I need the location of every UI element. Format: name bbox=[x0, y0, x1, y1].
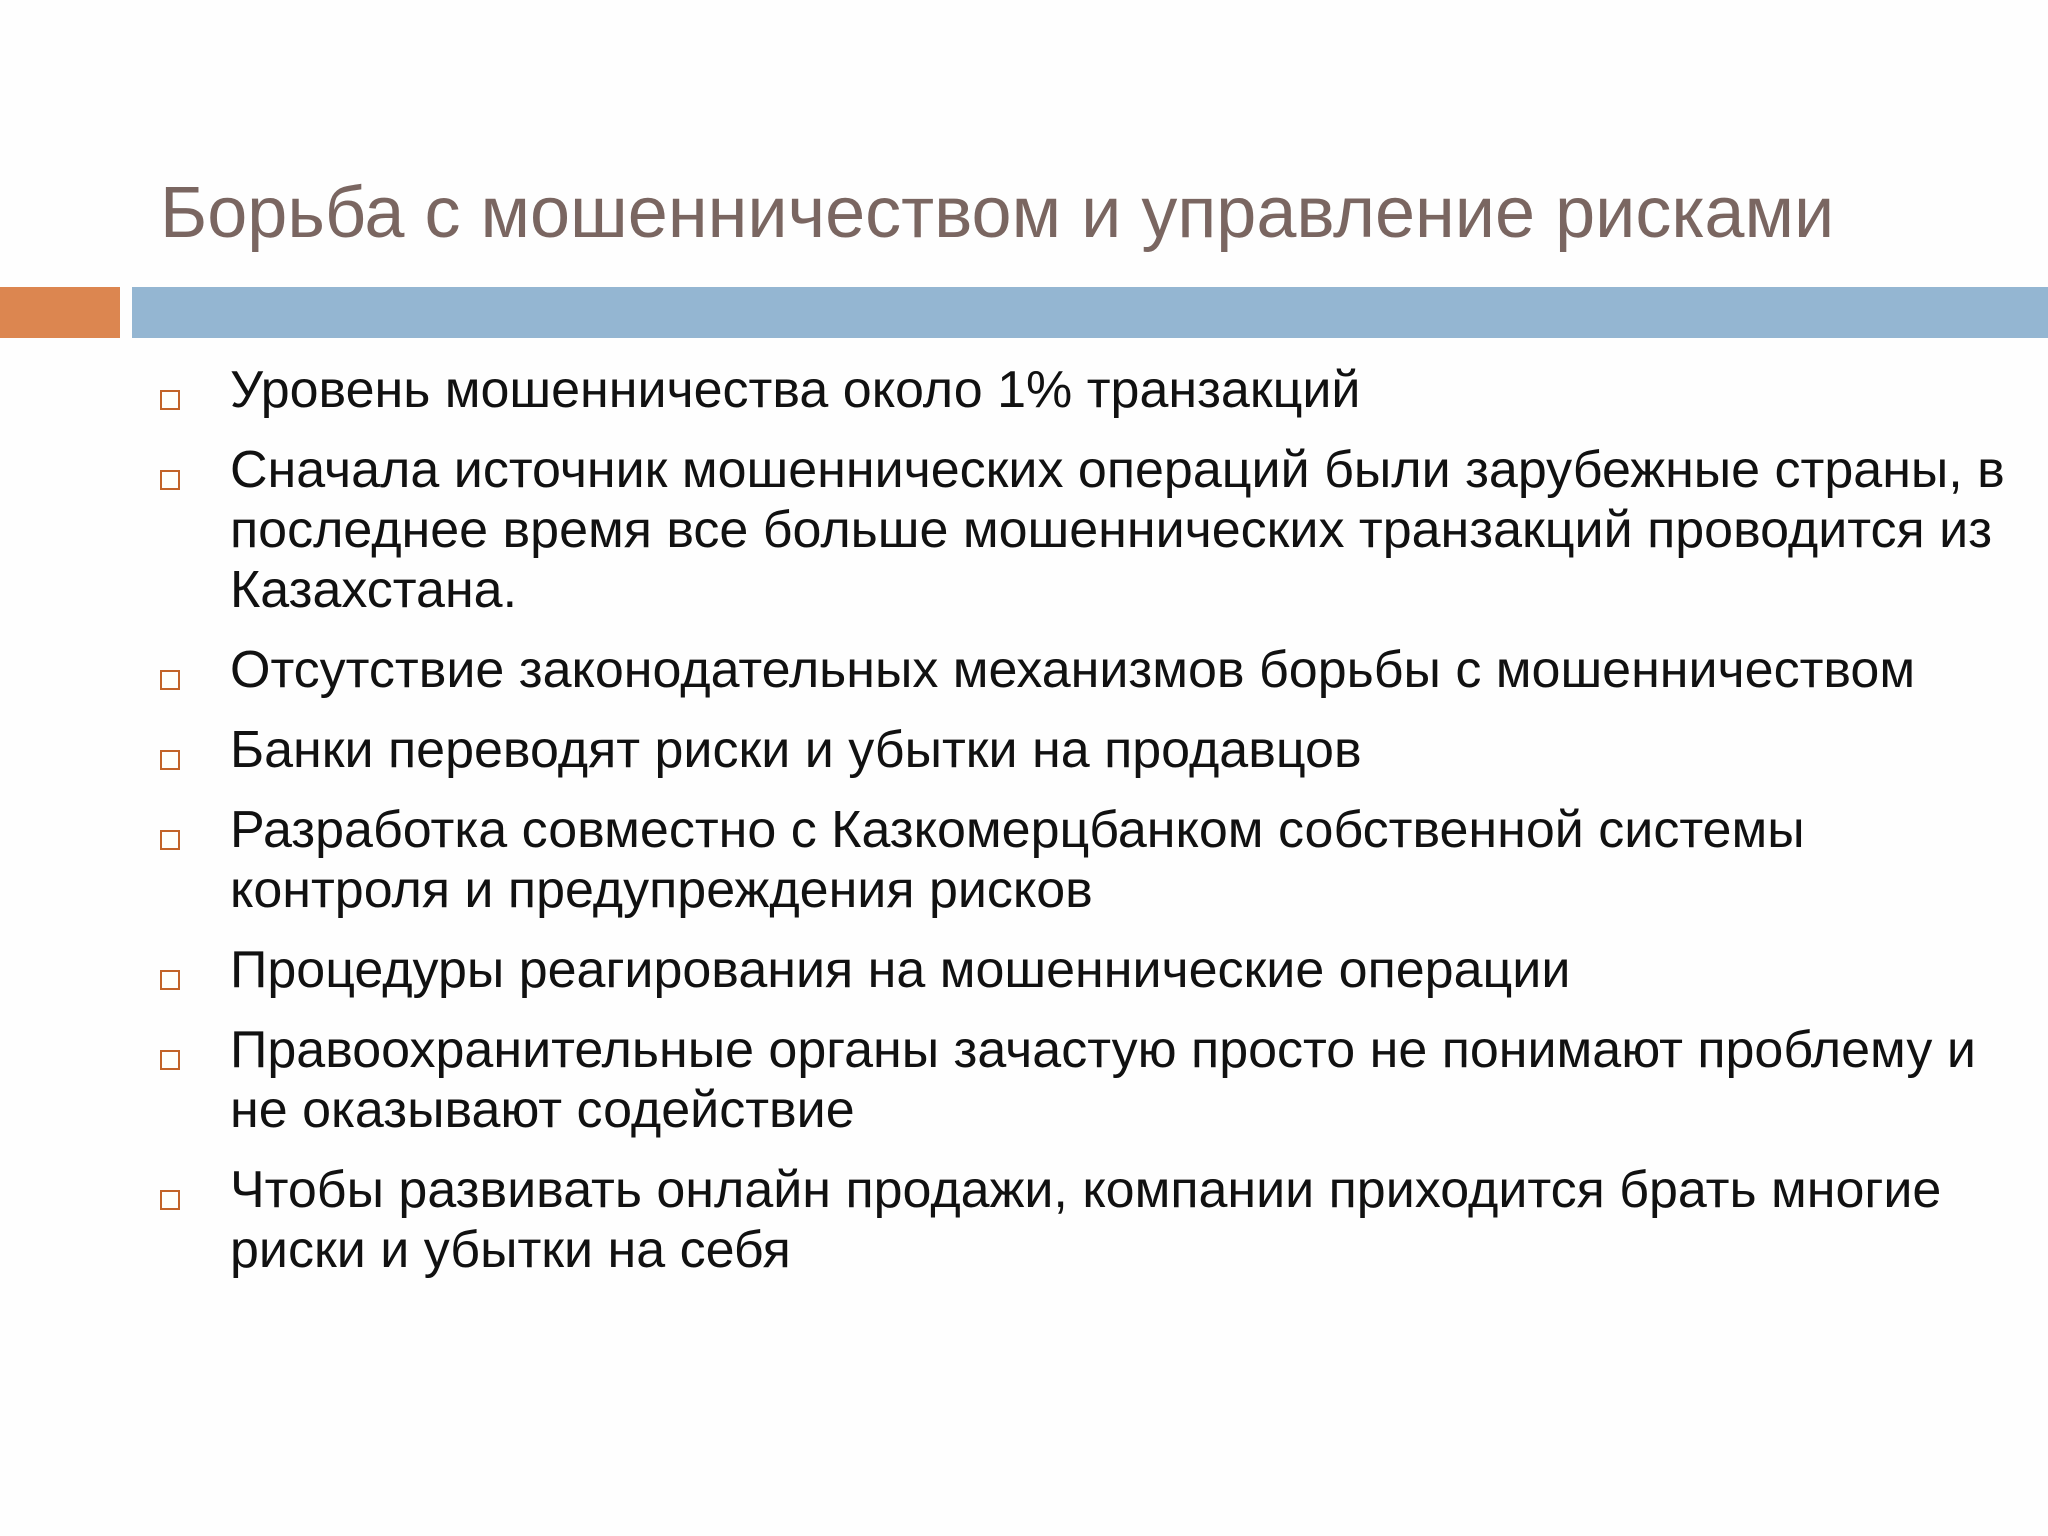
bullet-text: Чтобы развивать онлайн продажи, компании приходится брать многие риски и убытки на себя bbox=[230, 1161, 1942, 1279]
hollow-square-bullet-icon bbox=[160, 1190, 180, 1210]
bullet-text: Правоохранительные органы зачастую просто не понимают проблему и не оказывают содействие bbox=[230, 1021, 1976, 1139]
bullet-item bbox=[160, 940, 2020, 1000]
accent-bar-orange bbox=[0, 287, 120, 338]
bullet-list bbox=[160, 360, 2020, 1300]
hollow-square-bullet-icon bbox=[160, 830, 180, 850]
bullet-text: Банки переводят риски и убытки на продавцов bbox=[230, 721, 1362, 779]
bullet-item bbox=[160, 440, 2020, 620]
hollow-square-bullet-icon bbox=[160, 970, 180, 990]
bullet-item bbox=[160, 1160, 2020, 1280]
bullet-text: Разработка совместно с Казкомерцбанком собственной системы контроля и предупреждения рисков bbox=[230, 801, 1805, 919]
bullet-item bbox=[160, 1020, 2020, 1140]
hollow-square-bullet-icon bbox=[160, 670, 180, 690]
bullet-item bbox=[160, 360, 2020, 420]
bullet-item bbox=[160, 640, 2020, 700]
bullet-item bbox=[160, 720, 2020, 780]
bullet-text: Отсутствие законодательных механизмов борьбы с мошенничеством bbox=[230, 641, 1916, 699]
hollow-square-bullet-icon bbox=[160, 470, 180, 490]
bullet-text: Уровень мошенничества около 1% транзакций bbox=[230, 361, 1361, 419]
bullet-item bbox=[160, 800, 2020, 920]
hollow-square-bullet-icon bbox=[160, 1050, 180, 1070]
slide-title: Борьба с мошенничеством и управление рисками bbox=[160, 173, 1835, 253]
hollow-square-bullet-icon bbox=[160, 750, 180, 770]
bullet-text: Процедуры реагирования на мошеннические операции bbox=[230, 941, 1571, 999]
hollow-square-bullet-icon bbox=[160, 390, 180, 410]
accent-bar-blue bbox=[132, 287, 2048, 338]
bullet-text: Сначала источник мошеннических операций были зарубежные страны, в последнее время все больше мошеннических транзакций проводится из Казахстана. bbox=[230, 441, 2005, 619]
